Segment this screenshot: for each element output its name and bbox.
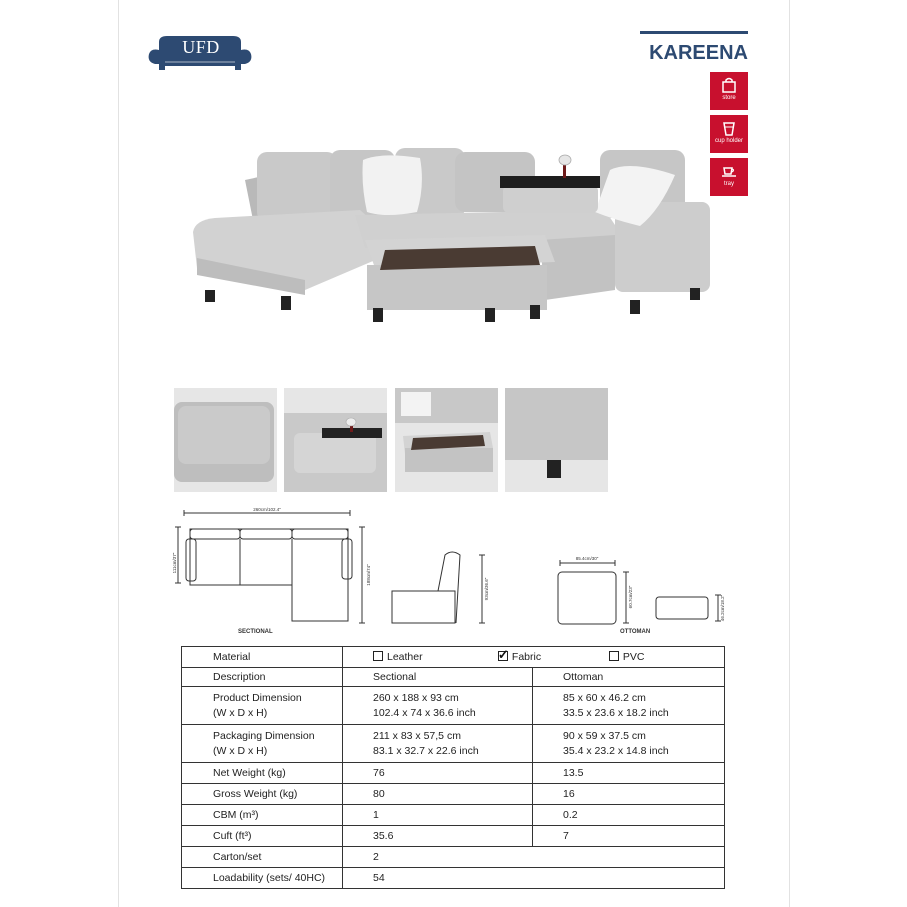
packaging-dimension-label bbox=[182, 725, 343, 763]
product-dimension-title: Product Dimension bbox=[213, 691, 302, 704]
table-row bbox=[182, 725, 725, 763]
description-sectional: Sectional bbox=[343, 668, 533, 687]
net-weight-sectional: 76 bbox=[343, 763, 533, 784]
ottoman-height-label: 46.2cm/18.2" bbox=[720, 594, 725, 622]
sectional-depth-label: 188cm/74" bbox=[366, 564, 371, 586]
product-dimension-sectional-inch: 102.4 x 74 x 36.6 inch bbox=[373, 706, 476, 719]
product-dimension-label bbox=[182, 687, 343, 725]
fabric-checkbox bbox=[498, 651, 508, 661]
thumbnail-storage-ottoman bbox=[395, 388, 498, 492]
leather-option-label: Leather bbox=[387, 651, 423, 663]
cbm-ottoman: 0.2 bbox=[533, 805, 725, 826]
tray-icon bbox=[720, 162, 738, 180]
table-row bbox=[182, 668, 725, 687]
table-row bbox=[182, 763, 725, 784]
product-dimension-sectional bbox=[343, 687, 533, 725]
thumbnail-cupholder-tray bbox=[284, 388, 387, 492]
gross-weight-sectional: 80 bbox=[343, 784, 533, 805]
table-row bbox=[182, 687, 725, 725]
pvc-checkbox bbox=[609, 651, 619, 661]
packaging-dimension-unit: (W x D x H) bbox=[213, 744, 268, 757]
cuft-sectional: 35.6 bbox=[343, 826, 533, 847]
title-rule bbox=[640, 31, 748, 34]
cuft-ottoman: 7 bbox=[533, 826, 725, 847]
carton-label: Carton/set bbox=[182, 847, 343, 868]
packaging-dimension-ottoman-cm: 90 x 59 x 37.5 cm bbox=[563, 729, 646, 742]
loadability-label: Loadability (sets/ 40HC) bbox=[182, 868, 343, 889]
sectional-width-label: 260cm/102.4" bbox=[253, 507, 281, 512]
logo-text: UFD bbox=[182, 37, 220, 57]
packaging-dimension-ottoman bbox=[533, 725, 725, 763]
net-weight-ottoman: 13.5 bbox=[533, 763, 725, 784]
spec-table bbox=[181, 646, 725, 889]
packaging-dimension-sectional-cm: 211 x 83 x 57,5 cm bbox=[373, 729, 461, 742]
cup-icon bbox=[720, 119, 738, 137]
product-dimension-ottoman-cm: 85 x 60 x 46.2 cm bbox=[563, 691, 646, 704]
table-row bbox=[182, 805, 725, 826]
material-option-pvc bbox=[609, 651, 645, 663]
ottoman-width-label: 85.4cm/30" bbox=[575, 556, 599, 561]
packaging-dimension-title: Packaging Dimension bbox=[213, 729, 315, 742]
sectional-depth-short-label: 111cm/37" bbox=[172, 552, 177, 574]
material-option-fabric bbox=[498, 651, 606, 663]
bag-icon bbox=[720, 76, 738, 94]
leather-checkbox bbox=[373, 651, 383, 661]
feature-cupholder-label: cup holder bbox=[714, 138, 744, 144]
material-options bbox=[343, 647, 725, 668]
fabric-option-label: Fabric bbox=[511, 651, 542, 663]
cbm-sectional: 1 bbox=[343, 805, 533, 826]
cbm-label: CBM (m³) bbox=[182, 805, 343, 826]
sectional-height-label: 93cm/36.6" bbox=[484, 577, 489, 601]
gross-weight-ottoman: 16 bbox=[533, 784, 725, 805]
cuft-label: Cuft (ft³) bbox=[182, 826, 343, 847]
gross-weight-label: Gross Weight (kg) bbox=[182, 784, 343, 805]
product-dimension-ottoman bbox=[533, 687, 725, 725]
feature-store-badge bbox=[710, 72, 748, 110]
ottoman-caption: OTTOMAN bbox=[620, 629, 651, 635]
net-weight-label: Net Weight (kg) bbox=[182, 763, 343, 784]
table-row bbox=[182, 784, 725, 805]
packaging-dimension-ottoman-inch: 35.4 x 23.2 x 14.8 inch bbox=[563, 744, 669, 757]
dimension-drawings bbox=[170, 505, 730, 640]
product-name: KAREENA bbox=[649, 42, 748, 64]
product-dimension-unit: (W x D x H) bbox=[213, 706, 268, 719]
feature-store-label: store bbox=[722, 95, 736, 101]
thumbnail-leg-detail bbox=[505, 388, 608, 492]
packaging-dimension-sectional bbox=[343, 725, 533, 763]
sectional-caption: SECTIONAL bbox=[238, 629, 273, 635]
product-dimension-sectional-cm: 260 x 188 x 93 cm bbox=[373, 691, 459, 704]
description-ottoman: Ottoman bbox=[533, 668, 725, 687]
material-option-leather bbox=[373, 651, 495, 663]
sofa-product-photo bbox=[185, 140, 720, 340]
table-row bbox=[182, 826, 725, 847]
loadability-value: 54 bbox=[343, 868, 725, 889]
table-row bbox=[182, 847, 725, 868]
feature-tray-label: tray bbox=[723, 181, 734, 187]
pvc-option-label: PVC bbox=[622, 651, 645, 663]
thumbnail-backrest bbox=[174, 388, 277, 492]
ottoman-depth-label: 60.7cm/23" bbox=[628, 585, 633, 609]
material-label: Material bbox=[182, 647, 343, 668]
product-dimension-ottoman-inch: 33.5 x 23.6 x 18.2 inch bbox=[563, 706, 669, 719]
table-row bbox=[182, 868, 725, 889]
table-row bbox=[182, 647, 725, 668]
description-label: Description bbox=[182, 668, 343, 687]
carton-value: 2 bbox=[343, 847, 725, 868]
packaging-dimension-sectional-inch: 83.1 x 32.7 x 22.6 inch bbox=[373, 744, 479, 757]
